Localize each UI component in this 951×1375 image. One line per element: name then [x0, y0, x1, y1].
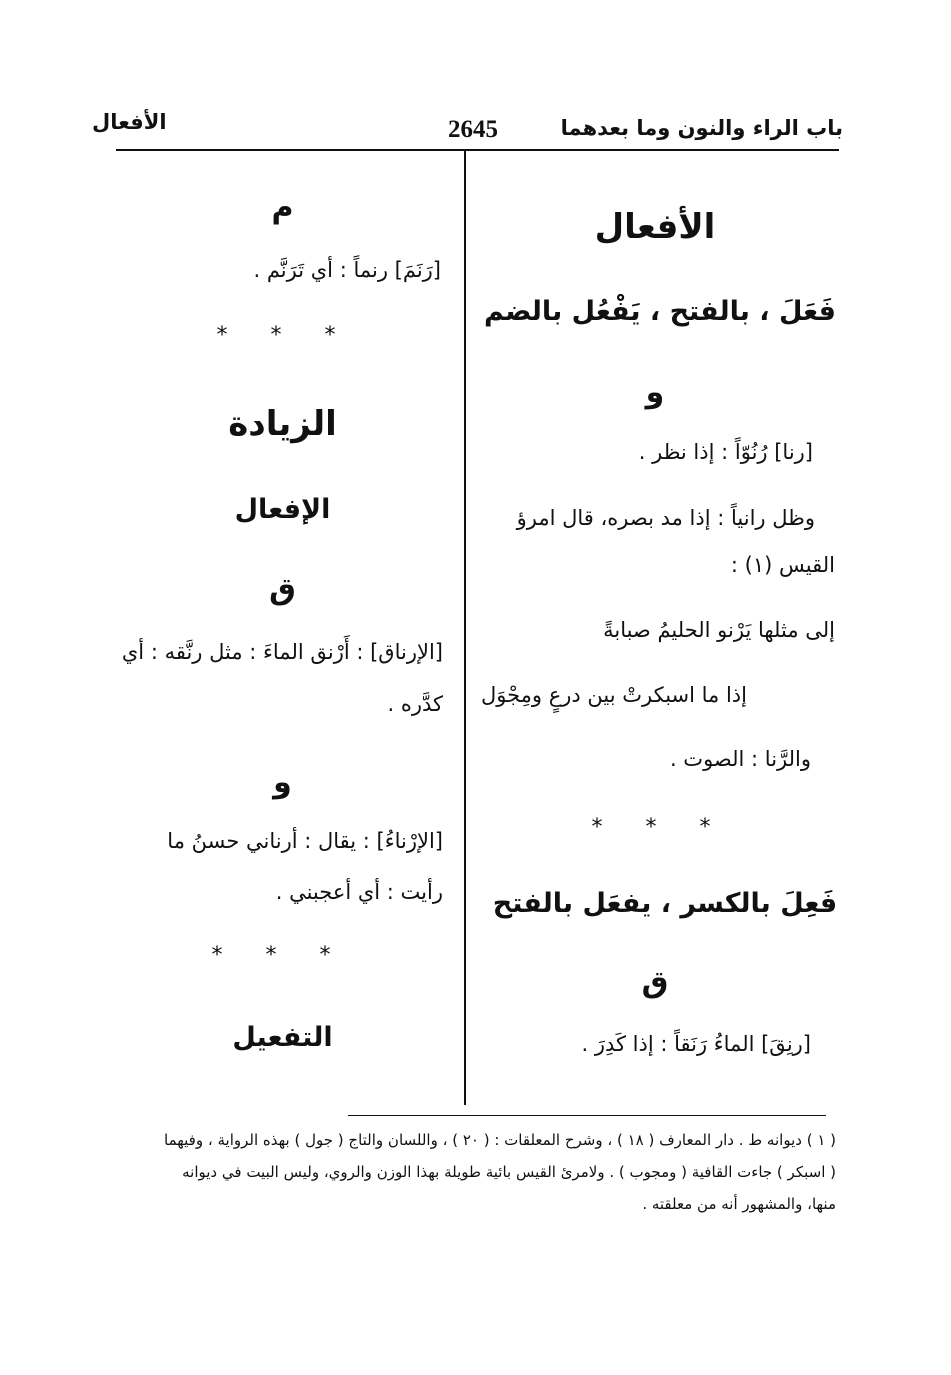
- footnote-line2: ( اسبكر ) جاءت القافية ( ومجوب ) . ولامرئ القيس بائية طويلة بهذا الوزن والروي، وليس البيت في ديوانه: [182, 1163, 836, 1181]
- header-rule: [116, 149, 839, 151]
- heading-ziyada: الزيادة: [228, 404, 337, 444]
- left-letter-mim: م: [271, 190, 294, 225]
- entry-ranaq: [رنِقَ] الماءُ رَنَقاً : إذا كَدِرَ .: [581, 1032, 811, 1056]
- entry-irnaa-line2: رأيت : أي أعجبني .: [275, 880, 443, 904]
- footnote-line3: منها، والمشهور أنه من معلقته .: [642, 1195, 836, 1213]
- page-number: 2645: [448, 116, 498, 143]
- header-right-title: باب الراء والنون وما بعدهما: [560, 116, 843, 140]
- left-letter-waw: و: [273, 765, 292, 800]
- entry-zall-line1: وظل رانياً : إذا مد بصره، قال امرؤ: [516, 506, 815, 530]
- footnote-rule: [348, 1115, 826, 1116]
- entry-rana: [رنا] رُنُوّاً : إذا نظر .: [638, 440, 813, 464]
- right-stars: * * *: [591, 815, 729, 840]
- entry-irnaa-line1: [الإرْناءُ] : يقال : أرناني حسنُ ما: [167, 829, 443, 853]
- right-letter-waw: و: [645, 375, 665, 410]
- left-stars-2: * * *: [211, 943, 349, 968]
- left-letter-qaf: ق: [269, 572, 296, 607]
- subheading-ifaal: الإفعال: [234, 494, 331, 525]
- header-left-title: الأفعال: [92, 110, 167, 134]
- column-divider: [464, 150, 466, 1105]
- verse-line2: إذا ما اسبكرتْ بين درعٍ ومِجْوَل: [480, 683, 747, 707]
- entry-ranna: والرَّنا : الصوت .: [669, 747, 811, 771]
- right-subheading-fatha: فَعَلَ ، بالفتح ، يَفْعُل بالضم: [484, 296, 836, 327]
- entry-ranam: [رَنَمَ] رنماً : أي تَرَنَّم .: [253, 258, 441, 282]
- right-letter-qaf: ق: [641, 965, 669, 1000]
- entry-irnaq-line1: [الإرناق] : أَرْنق الماءَ : مثل رنَّقه : أي: [121, 640, 443, 664]
- footnote-line1: ( ١ ) ديوانه ط . دار المعارف ( ١٨ ) ، وشرح المعلقات : ( ٢٠ ) ، واللسان والتاج ( جول ) بهذه الرواية ، وفيهما: [164, 1131, 836, 1149]
- heading-tafil: التفعيل: [232, 1022, 333, 1053]
- left-stars-1: * * *: [216, 323, 354, 348]
- entry-zall-line2: القيس (١) :: [730, 553, 835, 577]
- verse-line1: إلى مثلها يَرْنو الحليمُ صبابةً: [603, 618, 835, 642]
- right-subheading-kasra: فَعِلَ بالكسر ، يفعَل بالفتح: [492, 888, 838, 919]
- entry-irnaq-line2: كدَّره .: [387, 692, 443, 716]
- right-heading: الأفعال: [594, 207, 716, 247]
